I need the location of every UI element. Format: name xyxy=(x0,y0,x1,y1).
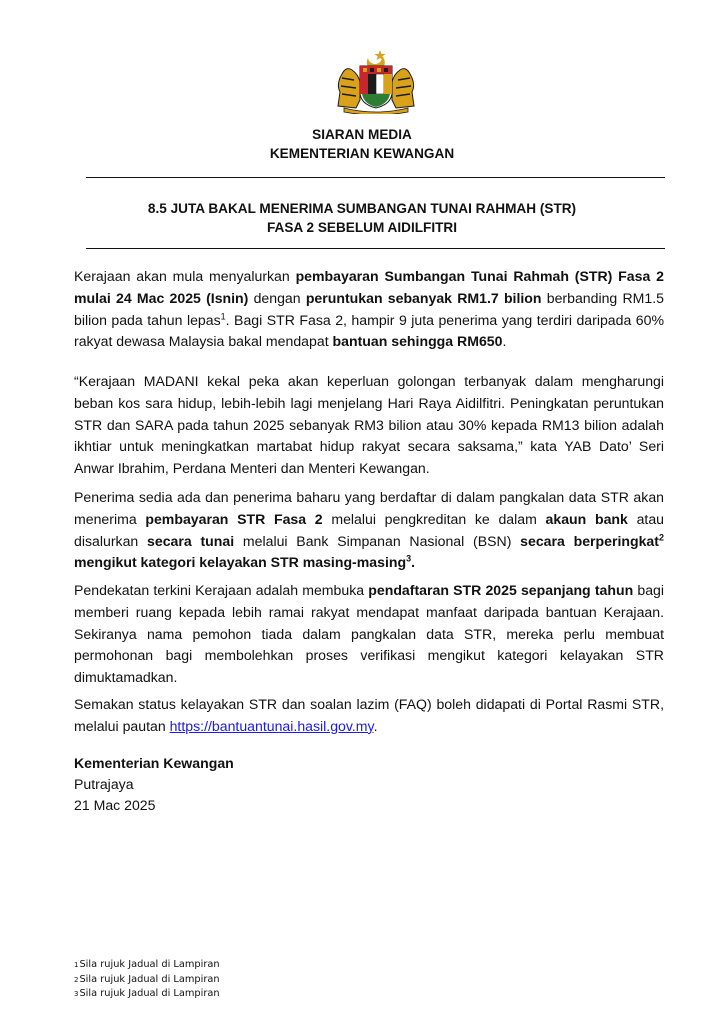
p4-text: bagi memberi ruang kepada lebih ramai rakyat mendapat manfaat daripada bantuan Kerajaan. Sekiranya nama pemohon tiada dalam pangkalan data STR, mereka perlu membuat permohonan bagi membolehkan proses verifikasi mengikut kategori kelayakan STR dimuktamadkan. xyxy=(74,582,664,686)
p3-text: melalui Bank Simpanan Nasional (BSN) xyxy=(234,532,521,549)
p1-bold-amount: bantuan sehingga RM650 xyxy=(332,333,503,350)
signature-org: Kementerian Kewangan xyxy=(74,755,234,771)
quote-text: “Kerajaan MADANI kekal peka akan keperluan golongan terbanyak dalam mengharungi beban kos sara hidup, lebih-lebih lagi menjelang Hari Raya Aidilfitri. Peningkatan peruntukan STR dan SARA pada tahun 2025 sebanyak RM3 bilion atau 30% kepada RM13 bilion adalah ikhtiar untuk meningkatkan martabat hidup rakyat secara saksama,” kata YAB Dato’ Seri Anwar Ibrahim, Perdana Menteri dan Menteri Kewangan. xyxy=(74,373,664,477)
p4-bold-registration: pendaftaran STR 2025 sepanjang tahun xyxy=(368,582,634,598)
divider-top xyxy=(86,177,665,178)
paragraph-4 xyxy=(74,580,664,689)
footnote-2 xyxy=(74,973,220,988)
coat-of-arms-icon xyxy=(330,48,422,114)
signature-block xyxy=(74,753,234,816)
p1-text: . xyxy=(502,333,507,350)
p3-bold-category: mengikut kategori kelayakan STR masing-masing xyxy=(74,554,407,571)
footnote-text: Sila rujuk Jadual di Lampiran xyxy=(79,988,220,999)
headline-line-1: 8.5 JUTA BAKAL MENERIMA SUMBANGAN TUNAI RAHMAH (STR) xyxy=(147,201,577,216)
p1-text: berbanding RM1.5 bilion pada tahun lepas xyxy=(74,289,664,328)
footnote-ref-1: 1 xyxy=(220,310,226,321)
footnote-number: 2 xyxy=(74,975,79,984)
p1-bold-allocation: peruntukan sebanyak RM1.7 bilion xyxy=(305,289,542,306)
p3-bold-staged: secara berperingkat xyxy=(520,532,659,549)
p1-text: Kerajaan akan mula menyalurkan xyxy=(74,268,296,284)
footnote-3 xyxy=(74,987,220,1002)
ministry-name: KEMENTERIAN KEWANGAN xyxy=(269,146,455,161)
p3-bold-bank: akaun bank xyxy=(545,510,628,527)
p1-text: dengan xyxy=(248,289,306,306)
press-release-label: SIARAN MEDIA xyxy=(312,127,412,142)
footnote-1 xyxy=(74,958,220,973)
p4-text: Pendekatan terkini Kerajaan adalah membuka xyxy=(74,582,369,598)
p3-bold-payment: pembayaran STR Fasa 2 xyxy=(145,510,323,527)
p3-text: melalui pengkreditan ke dalam xyxy=(322,510,546,527)
divider-bottom xyxy=(86,248,665,249)
footnote-number: 3 xyxy=(74,990,79,998)
paragraph-2 xyxy=(74,371,664,480)
p1-bold-payment: pembayaran Sumbangan Tunai Rahmah (STR) Fasa 2 mulai 24 Mac 2025 (Isnin) xyxy=(74,268,664,306)
p3-text: . xyxy=(411,554,416,571)
footnote-text: Sila rujuk Jadual di Lampiran xyxy=(79,973,220,985)
footnote-ref-3: 3 xyxy=(406,553,412,564)
p3-bold-cash: secara tunai xyxy=(147,532,235,549)
signature-date: 21 Mac 2025 xyxy=(74,797,156,813)
paragraph-1 xyxy=(74,266,664,353)
footnote-number: 1 xyxy=(74,961,79,969)
p5-text: Semakan status kelayakan STR dan soalan lazim (FAQ) boleh didapati di Portal Rasmi STR, melalui pautan xyxy=(74,696,664,734)
footnote-ref-2: 2 xyxy=(658,531,664,542)
p3-text: atau disalurkan xyxy=(74,510,665,549)
paragraph-5 xyxy=(74,694,664,738)
signature-place: Putrajaya xyxy=(74,776,134,792)
p1-text: . Bagi STR Fasa 2, hampir 9 juta penerima yang terdiri daripada 60% rakyat dewasa Malaysia bakal mendapat xyxy=(74,311,664,350)
headline-line-2: FASA 2 SEBELUM AIDILFITRI xyxy=(266,220,458,235)
p3-text: Penerima sedia ada dan penerima baharu yang berdaftar di dalam pangkalan data STR akan menerima xyxy=(74,489,664,527)
p5-text: . xyxy=(373,717,378,734)
portal-link[interactable]: https://bantuantunai.hasil.gov.my xyxy=(169,717,374,734)
footnotes xyxy=(74,958,220,1002)
footnote-text: Sila rujuk Jadual di Lampiran xyxy=(79,959,220,970)
paragraph-3 xyxy=(74,487,664,574)
